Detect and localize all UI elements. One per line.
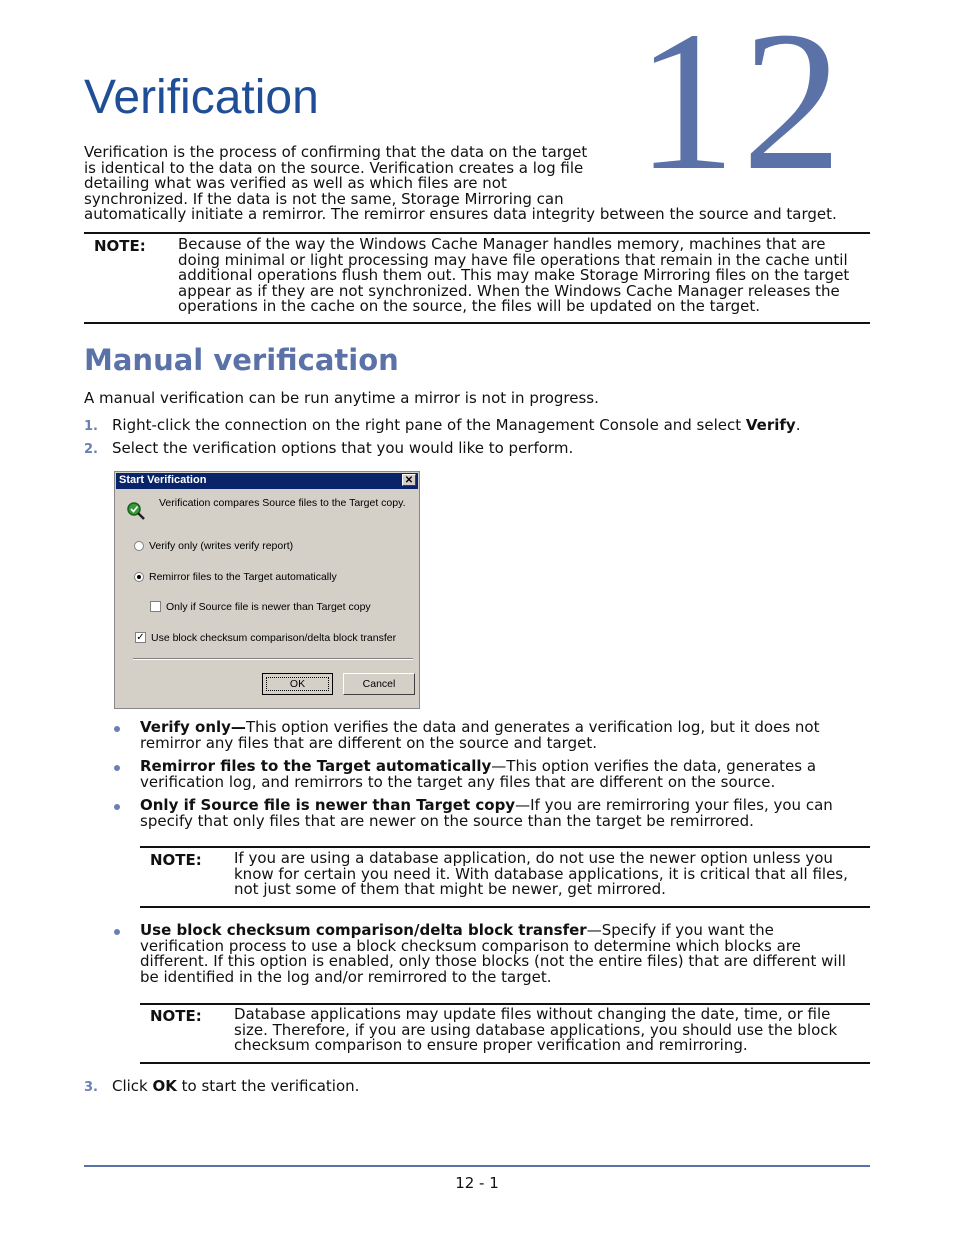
newer-only-label[interactable]: Only if Source file is newer than Target copy xyxy=(166,601,371,613)
bullet-text: verification log, and remirrors to the target any files that are different on the source. xyxy=(140,772,776,791)
bullet-bold: Use block checksum comparison/delta block transfer xyxy=(140,921,587,939)
note-label: NOTE: xyxy=(150,851,202,869)
intro-line: Verification is the process of confirming that the data on the target xyxy=(84,143,588,161)
dialog-message: Verification compares Source files to the Target copy. xyxy=(159,497,406,509)
intro-sentence: A manual verification can be run anytime a mirror is not in progress. xyxy=(84,389,599,407)
chapter-title: Verification xyxy=(84,71,319,124)
bullet-icon xyxy=(114,726,120,732)
note-line: Database applications may update files without changing the date, time, or file xyxy=(234,1005,831,1023)
note-text xyxy=(234,851,868,898)
bullet-text: specify that only files that are newer on the source than the target be remirrored. xyxy=(140,811,754,830)
note-top-rule xyxy=(84,232,870,234)
note-text xyxy=(234,1007,868,1054)
bullet-icon xyxy=(114,929,120,935)
cancel-button[interactable]: Cancel xyxy=(343,673,415,695)
note-line: doing minimal or light processing may have file operations that remain in the cache until xyxy=(178,250,848,269)
verify-icon xyxy=(125,500,147,522)
bullet-item xyxy=(140,720,870,751)
step-1 xyxy=(84,416,801,435)
note-line: checksum comparison to ensure proper verification and remirroring. xyxy=(234,1036,748,1054)
bullet-text: verification process to use a block checksum comparison to determine which blocks are xyxy=(140,936,801,955)
note-line: appear as if they are not synchronized. When the Windows Cache Manager releases the xyxy=(178,281,840,300)
newer-only-checkbox[interactable] xyxy=(150,601,161,612)
step-number: 2. xyxy=(84,442,98,457)
note-line: operations in the cache on the source, the files will be updated on the target. xyxy=(178,297,761,315)
intro-line: detailing what was verified as well as which files are not xyxy=(84,174,507,192)
note-label: NOTE: xyxy=(150,1007,202,1025)
bullet-text: different. If this option is enabled, only those blocks (not the entire files) that are different will xyxy=(140,952,846,970)
intro-line: is identical to the data on the source. Verification creates a log file xyxy=(84,158,584,177)
remirror-label[interactable]: Remirror files to the Target automatically xyxy=(149,571,337,583)
step-text: Click xyxy=(112,1077,153,1095)
bullet-bold: Remirror files to the Target automatically xyxy=(140,757,492,775)
bullet-icon xyxy=(114,804,120,810)
note-text xyxy=(178,237,868,315)
step-number: 3. xyxy=(84,1080,98,1095)
start-verification-dialog xyxy=(114,471,420,709)
chapter-number: 12 xyxy=(636,0,848,212)
bullet-item xyxy=(140,923,870,985)
block-checksum-checkbox[interactable]: ✓ xyxy=(136,632,145,643)
note-label: NOTE: xyxy=(94,237,146,255)
note-line: If you are using a database application, do not use the newer option unless you xyxy=(234,849,833,867)
step-number: 1. xyxy=(84,419,98,434)
dialog-separator xyxy=(133,658,413,660)
block-checksum-label[interactable]: Use block checksum comparison/delta block transfer xyxy=(151,632,397,644)
bullet-text: This option verifies the data and generates a verification log, but it does not xyxy=(245,718,820,736)
note-line: Because of the way the Windows Cache Manager handles memory, machines that are xyxy=(178,235,826,253)
step-text: Right-click the connection on the right pane of the Management Console and select xyxy=(112,416,746,434)
bullet-text: remirror any files that are different on the source and target. xyxy=(140,733,597,752)
ok-button-label[interactable]: OK xyxy=(266,677,329,691)
ok-button[interactable] xyxy=(262,673,333,695)
note-bottom-rule xyxy=(140,906,870,908)
section-heading: Manual verification xyxy=(84,343,399,377)
intro-paragraph xyxy=(84,145,874,223)
step-text-end: to start the verification. xyxy=(176,1077,360,1095)
bullet-icon xyxy=(114,765,120,771)
step-2 xyxy=(84,439,574,458)
verify-only-radio[interactable] xyxy=(134,541,144,551)
bullet-bold: Verify only— xyxy=(140,718,246,736)
close-icon[interactable]: ✕ xyxy=(402,474,416,486)
note-bottom-rule xyxy=(84,322,870,324)
intro-line: synchronized. If the data is not the same, Storage Mirroring can xyxy=(84,189,564,208)
dialog-title: Start Verification xyxy=(119,474,207,486)
step-bold: Verify xyxy=(745,416,796,434)
bullet-bold: Only if Source file is newer than Target copy xyxy=(140,796,516,814)
note-line: additional operations flush them out. This may make Storage Mirroring files on the target xyxy=(178,266,850,284)
step-3 xyxy=(84,1077,360,1096)
dialog-titlebar xyxy=(116,473,418,489)
bullet-item xyxy=(140,798,870,829)
note-top-rule xyxy=(140,846,870,848)
step-bold: OK xyxy=(152,1077,177,1095)
step-text-end: . xyxy=(795,416,801,434)
step-text: Select the verification options that you would like to perform. xyxy=(112,439,574,457)
bullet-text: —This option verifies the data, generates a xyxy=(491,757,817,775)
remirror-radio[interactable] xyxy=(134,572,144,582)
note-line: not just some of them that might be newer, get mirrored. xyxy=(234,880,666,898)
bullet-text: —If you are remirroring your files, you can xyxy=(515,796,833,814)
bullet-text: —Specify if you want the xyxy=(586,921,774,939)
verify-only-label[interactable]: Verify only (writes verify report) xyxy=(149,540,294,552)
bullet-item xyxy=(140,759,870,790)
page-number: 12 - 1 xyxy=(455,1174,499,1192)
footer-rule xyxy=(84,1165,870,1167)
bullet-text: be identified in the log and/or remirrored to the target. xyxy=(140,967,552,986)
note-line: know for certain you need it. With database applications, it is critical that all files, xyxy=(234,864,848,883)
note-bottom-rule xyxy=(140,1062,870,1064)
note-line: size. Therefore, if you are using database applications, you should use the block xyxy=(234,1020,838,1039)
intro-line: automatically initiate a remirror. The remirror ensures data integrity between the source and target. xyxy=(84,205,837,223)
